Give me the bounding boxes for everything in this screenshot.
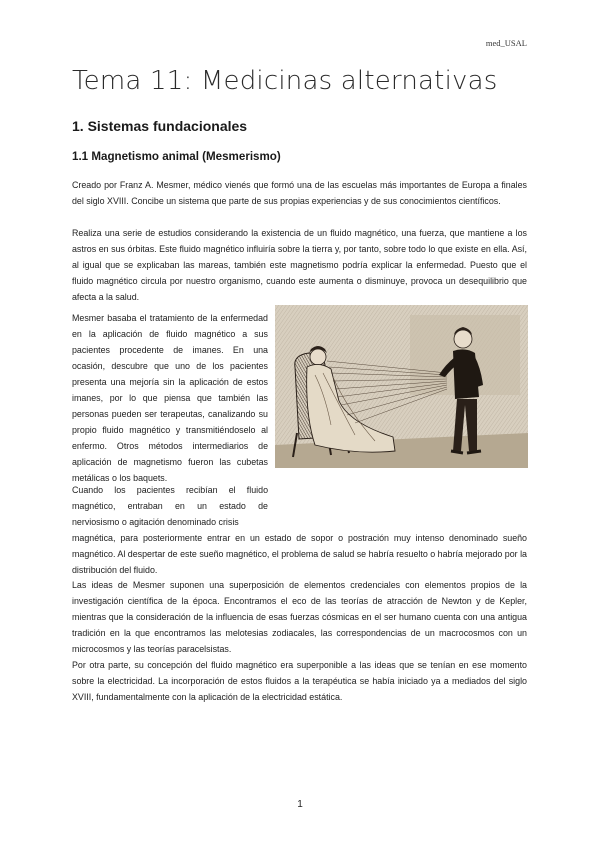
subsection-heading: 1.1 Magnetismo animal (Mesmerismo)	[72, 150, 281, 163]
paragraph-treatment: Mesmer basaba el tratamiento de la enfermedad en la aplicación de fluido magnético a sus pacientes procedente de imanes. En una ocasión, descubre que uno de los pacientes presenta una mejoría sin la aplicación de estos imanes, por lo que piensa que también las personas pueden ser terapeutas, canalizando su propio fluido magnético y transmitiéndoselo al enfermo. Otros métodos intermediarios de aplicación de magnetismo fueron las cubetas metálicas o los baquets.	[72, 313, 268, 483]
paragraph-crisis-rest: magnética, para posteriormente entrar en un estado de sopor o postración muy intenso denominado sueño magnético. Al despertar de este sueño magnético, el problema de salud se habría resuelto o habría mejorado por la distribución del fluido.	[72, 533, 527, 575]
page-number: 1	[297, 799, 303, 810]
paragraph-crisis-start: Cuando los pacientes recibían el fluido magnético, entraban en un estado de nerviosismo o agitación denominado crisis	[72, 485, 268, 527]
paragraph-fluid-theory: Realiza una serie de estudios considerando la existencia de un fluido magnético, una fuerza, que mantiene a los astros en sus órbitas. Este fluido magnético influiría sobre la tierra y, por tanto, sobre todo lo que existe en ella. Así, al igual que se explicaban las mareas, también este magnetismo podría explicar la enfermedad. Puesto que el fluido magnético circula por nuestro organismo, cuando este aumenta o disminuye, provoca un desequilibrio que afecta a la salud.	[72, 228, 527, 302]
section-heading: 1. Sistemas fundacionales	[72, 118, 248, 134]
header-tag: med_USAL	[485, 38, 527, 48]
paragraph-electricity: Por otra parte, su concepción del fluido magnético era superponible a las ideas que se tenían en ese momento sobre la electricidad. La incorporación de estos fluidos a la terapéutica se había iniciado ya a mediados del siglo XVIII, fundamentalmente con la aplicación de la electricidad estática.	[72, 660, 527, 702]
paragraph-origin: Creado por Franz A. Mesmer, médico vienés que formó una de las escuelas más importantes de Europa a finales del siglo XVIII. Concibe un sistema que parte de sus propias experiencias y de sus conocimientos científicos.	[72, 180, 527, 206]
page-title: Tema 11: Medicinas alternativas	[72, 66, 498, 96]
paragraph-scientific-ideas: Las ideas de Mesmer suponen una superposición de elementos credenciales con elementos propios de la investigación científica de la época. Encontramos el eco de las teorías de atracción de Newton y de Kepler, mientras que la consideración de la influencia de esas fuerzas cósmicas en el ser humano cuenta con una antigua tradición en la que encontramos las melotesias zodiacales, las correspondencias de un macrocosmos con un microcosmos y las teorías paracelsistas.	[72, 580, 527, 654]
mesmerism-illustration	[275, 305, 528, 468]
